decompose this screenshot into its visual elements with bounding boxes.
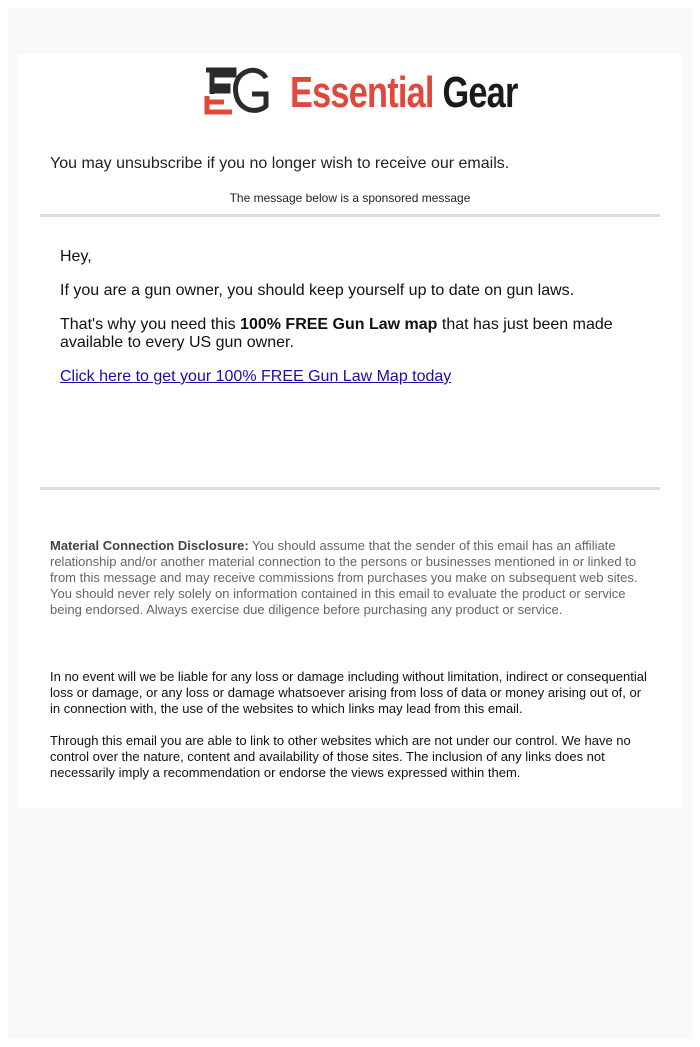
message-line-2 — [60, 316, 640, 352]
unsubscribe-notice: You may unsubscribe if you no longer wish to receive our emails. — [50, 155, 510, 172]
cta-paragraph — [60, 368, 640, 386]
liability-paragraph: In no event will we be liable for any loss or damage including without limitation, indirect or consequential loss or damage, or any loss or damage whatsoever arising from loss of data or money arising out of, or in connection with, the use of the websites to which links may lead from this email. — [50, 669, 647, 716]
bottom-divider — [40, 487, 660, 490]
message-content — [60, 248, 640, 402]
disclosure-text: You should assume that the sender of this email has an affiliate relationship and/or another material connection to the persons or businesses mentioned in or linked to from this message and may receive commissions from purchases you make on subsequent web sites. You should never rely solely on information contained in this email to evaluate the product or service being endorsed. Always exercise due diligence before purchasing any product or service. — [50, 538, 638, 617]
external-links-paragraph: Through this email you are able to link to other websites which are not under our control. We have no control over the nature, content and availability of those sites. The inclusion of any links does not necessarily imply a recommendation or endorse the views expressed within them. — [50, 733, 631, 780]
line2-bold: 100% FREE Gun Law map — [240, 316, 438, 333]
email-viewport — [8, 8, 692, 1039]
line2-before: That's why you need this — [60, 316, 241, 333]
top-divider — [40, 214, 660, 217]
brand-word-essential: Essential — [290, 68, 434, 117]
brand-word-gear: Gear — [442, 68, 518, 117]
sponsored-note: The message below is a sponsored message — [229, 191, 471, 205]
brand-logo — [204, 64, 518, 118]
email-body — [18, 54, 682, 808]
message-line-1: If you are a gun owner, you should keep yourself up to date on gun laws. — [60, 282, 575, 299]
eg-monogram-icon — [204, 66, 270, 116]
legal-text — [50, 669, 650, 797]
line2-after: that has just been made available to every US gun owner. — [60, 316, 613, 351]
disclosure-label: Material Connection Disclosure: — [50, 538, 249, 553]
brand-wordmark — [290, 68, 518, 118]
greeting: Hey, — [60, 248, 92, 265]
cta-link[interactable]: Click here to get your 100% FREE Gun Law Map today — [60, 368, 452, 385]
material-disclosure — [50, 538, 650, 618]
